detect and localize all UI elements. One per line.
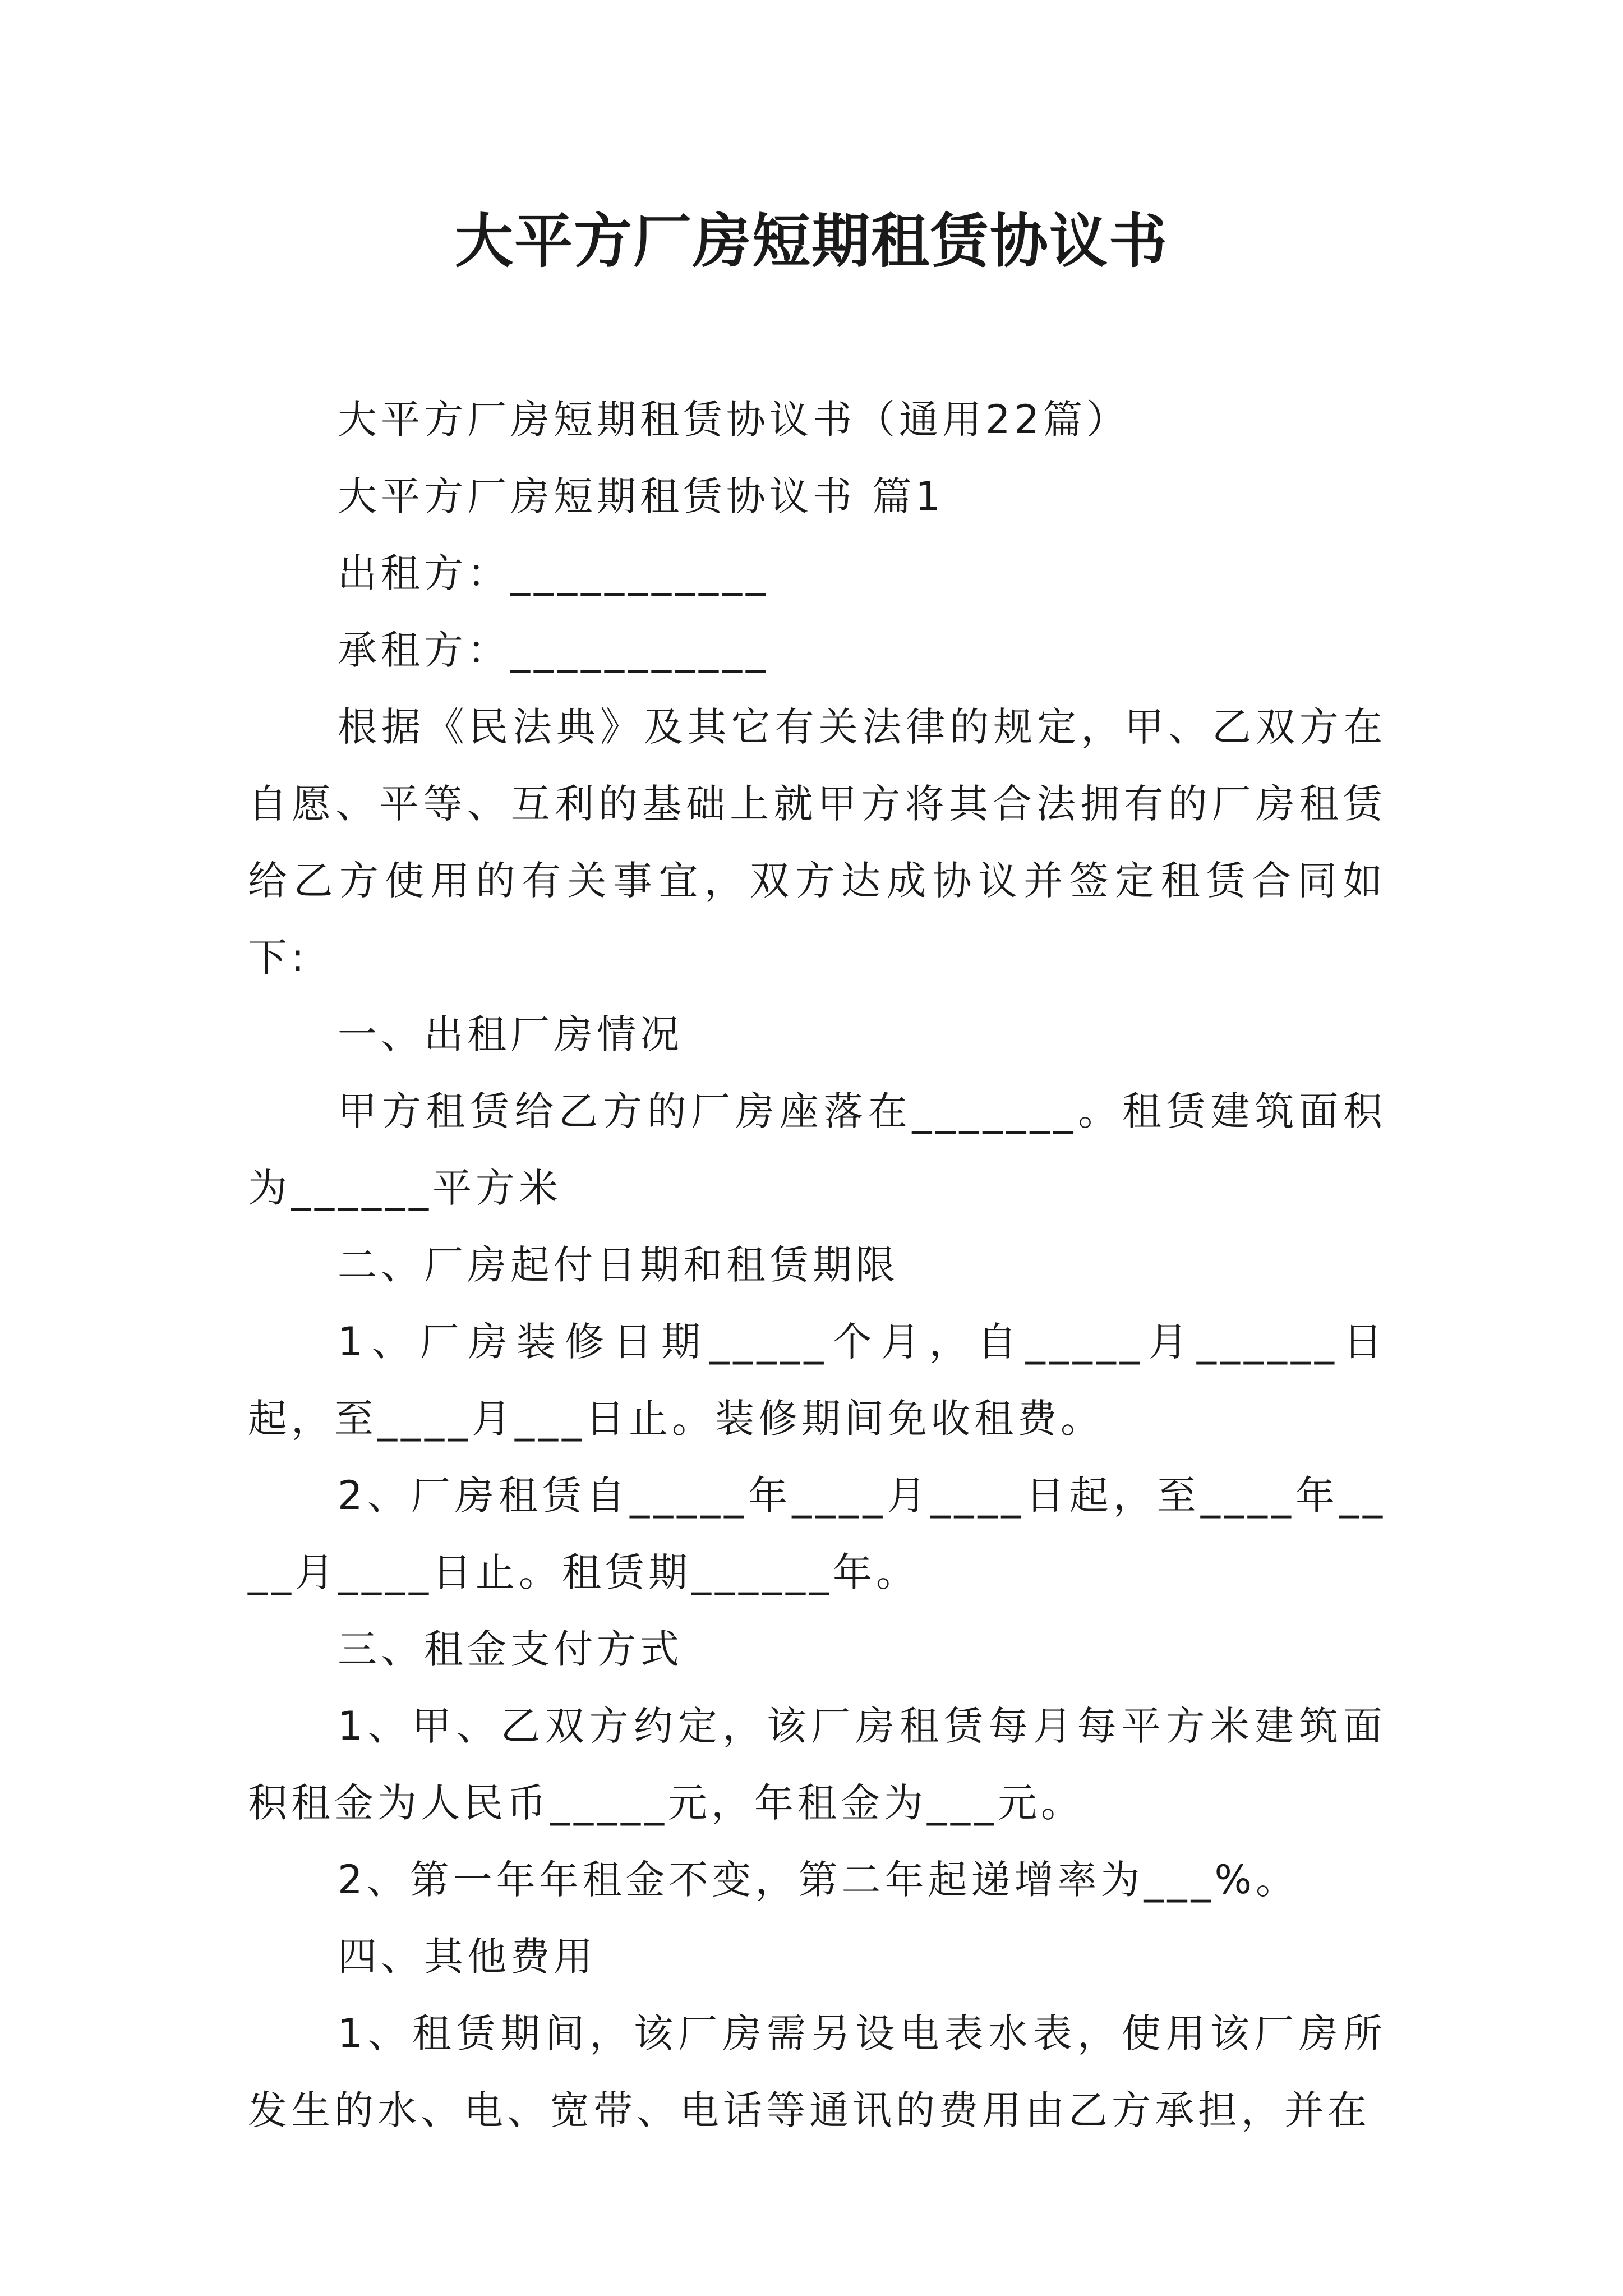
clause-paragraph: 甲方租赁给乙方的厂房座落在_______。租赁建筑面积为______平方米 [248, 1088, 1386, 1211]
subtitle-paragraph: 大平方厂房短期租赁协议书（通用22篇） [338, 397, 1130, 443]
clause-paragraph: 1、厂房装修日期_____个月，自_____月______日起，至____月___日止。装修期间免收租费。 [248, 1319, 1386, 1442]
clause-paragraph: 2、厂房租赁自_____年____月____日起，至____年____月____日止。租赁期______年。 [248, 1473, 1386, 1595]
document-title: 大平方厂房短期租赁协议书 [454, 206, 1168, 275]
clause-heading-1: 一、出租厂房情况 [338, 1011, 683, 1057]
clause-heading-2: 二、厂房起付日期和租赁期限 [338, 1242, 899, 1288]
clause-heading-3: 三、租金支付方式 [338, 1626, 683, 1672]
preamble-paragraph: 根据《民法典》及其它有关法律的规定，甲、乙双方在自愿、平等、互利的基础上就甲方将其合法拥有的厂房租赁给乙方使用的有关事宜，双方达成协议并签定租赁合同如下: [248, 704, 1386, 981]
clause-paragraph: 2、第一年年租金不变，第二年起递增率为___%。 [338, 1857, 1299, 1903]
clause-paragraph: 1、租赁期间，该厂房需另设电表水表，使用该厂房所发生的水、电、宽带、电话等通讯的费用由乙方承担，并在 [248, 2010, 1386, 2133]
clause-paragraph: 1、甲、乙双方约定，该厂房租赁每月每平方米建筑面积租金为人民币_____元，年租金为___元。 [248, 1703, 1386, 1826]
lessee-line: 承租方：___________ [338, 627, 769, 673]
lessor-line: 出租方：___________ [338, 550, 769, 596]
section-heading-part-1: 大平方厂房短期租赁协议书 篇1 [338, 473, 944, 519]
clause-heading-4: 四、其他费用 [338, 1934, 597, 1980]
document-body [248, 381, 1386, 2149]
